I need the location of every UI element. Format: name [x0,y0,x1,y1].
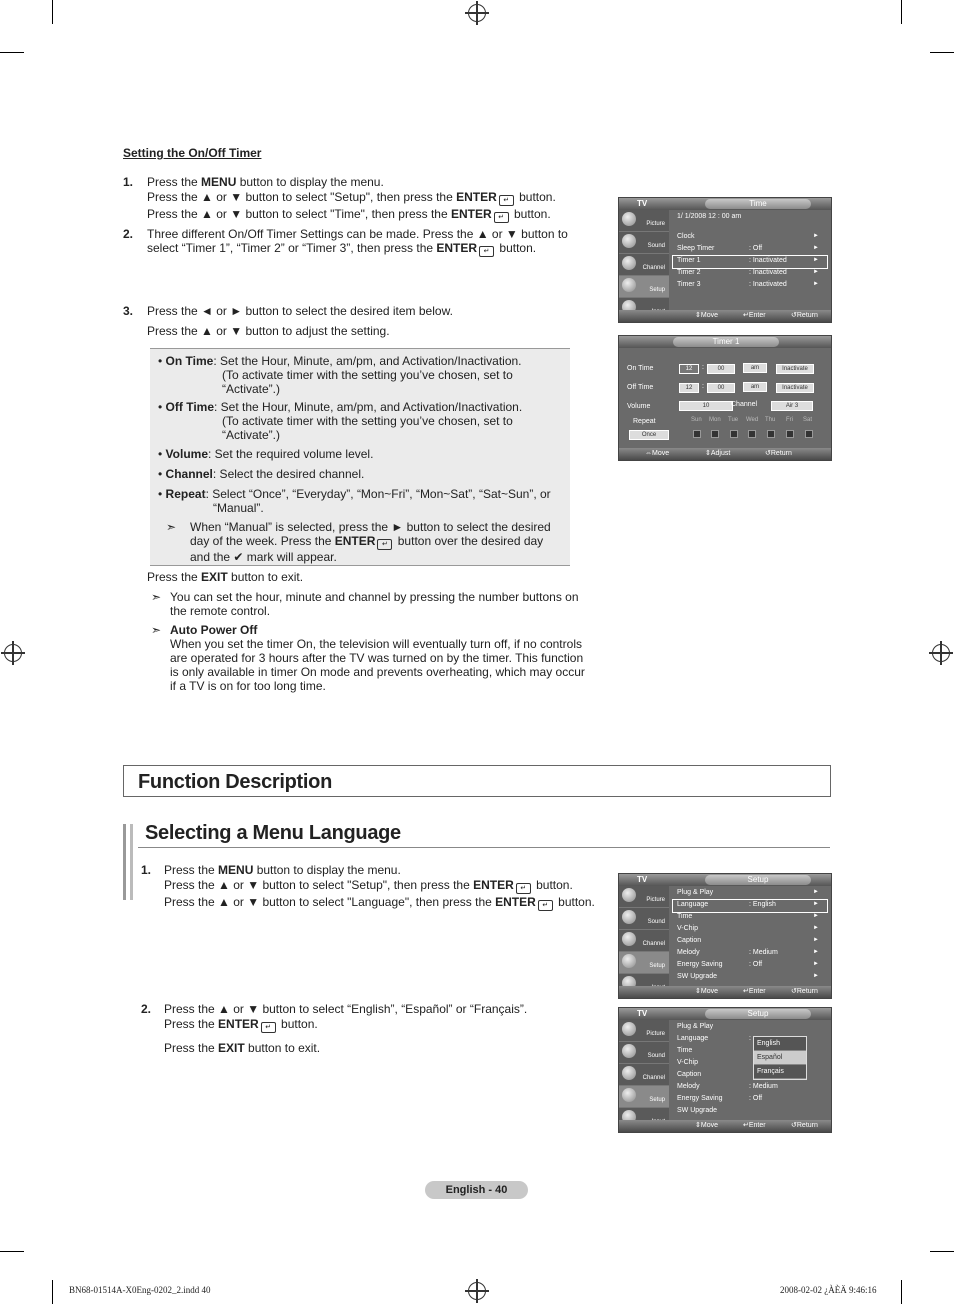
on-minute-field: 00 [707,364,735,374]
enter-icon: ↵ [499,195,514,206]
registration-mark-icon [468,4,486,22]
osd-row: Plug & Play [677,1023,714,1030]
osd-row: Energy Saving : Off [677,1095,763,1102]
crop-mark [0,52,24,53]
channel-field: Air 3 [771,401,813,411]
day-label: Sun [691,417,702,423]
date-slug: 2008-02-02 ¿ÀÈÄ 9:46:16 [780,1285,877,1295]
osd-row: Plug & Play ► [677,889,819,896]
osd-clock-readout: 1/ 1/2008 12 : 00 am [677,213,742,220]
osd-row: V-Chip ► [677,925,819,932]
section-rule [138,847,830,848]
picture-icon [622,212,636,226]
channel-icon [622,1066,636,1080]
language-option-selected: Español [754,1051,806,1065]
osd-row: Time [677,1047,693,1054]
osd-footer: ⇕ Move ↵ Enter ↺ Return [619,986,831,998]
on-hour-field: 12 [679,364,699,374]
setup-icon [622,1088,636,1102]
osd-row: Sleep Timer : Off ► [677,245,819,252]
osd-title: Setup [705,1009,811,1019]
setup-icon [622,954,636,968]
off-activate-field: Inactivate [776,383,814,393]
file-slug: BN68-01514A-X0Eng-0202_2.indd 40 [69,1285,211,1295]
osd-label: Volume [627,403,651,410]
section-heading: Setting the On/Off Timer [123,146,262,160]
enter-icon: ↵ [494,212,509,223]
language-dropdown [753,1036,807,1080]
enter-icon: ↵ [377,539,392,550]
osd-timer1-menu: Timer 1 On Time Off Time Volume Repeat 12 : 00 am Inactivate 12 : 00 am Inactivate 10 Channel Air 3 Once Sun Mon Tue Wed Thu Fri Sat ⇔ Move ⇕ Adjust ↺ Return [618,335,832,461]
osd-row: Energy Saving : Off ► [677,961,819,968]
note-arrow-icon: ➣ [151,623,162,637]
osd-tv-label: TV [637,1009,648,1018]
step-1-text: Press the MENU button to display the menu. Press the ▲ or ▼ button to select "Setup", then press the ENTER ↵ button. Press the ▲ or ▼ button to select "Time", then press the ENTER ↵ button. [147,175,556,221]
step-number: 1. [141,863,152,877]
osd-row: Language : [677,1035,751,1042]
osd-row: Clock ► [677,233,819,240]
day-checkbox [711,430,719,438]
crop-mark [901,1280,902,1304]
osd-label: On Time [627,365,654,372]
language-option: English [754,1037,806,1051]
day-checkbox [786,430,794,438]
osd-row-selected: Timer 1 : Inactivated ► [673,256,827,268]
crop-mark [0,1251,24,1252]
picture-icon [622,1022,636,1036]
osd-row: Melody : Medium ► [677,949,819,956]
note-manual: When “Manual” is selected, press the ► button to select the desired day of the week. Press the ENTER ↵ button over the desired day and the ✔ mark will appear. [190,520,551,564]
day-label: Wed [746,417,759,423]
osd-row: Melody : Medium [677,1083,778,1090]
enter-icon: ↵ [479,246,494,257]
function-description-title: Function Description [138,771,333,793]
registration-mark-icon [932,644,950,662]
channel-icon [622,256,636,270]
day-label: Sat [803,417,813,423]
channel-icon [622,932,636,946]
osd-sidebar: Picture Sound Channel Setup [619,886,669,986]
step-2-text: Three different On/Off Timer Settings can be made. Press the ▲ or ▼ button to select “Timer 1”, “Timer 2” or “Timer 3”, then press the ENTER ↵ button. [147,227,568,255]
osd-row: Timer 3 : Inactivated ► [677,281,819,288]
on-activate-field: Inactivate [776,364,814,374]
sound-icon [622,910,636,924]
bullet-on-time: • On Time: Set the Hour, Minute, am/pm, and Activation/Inactivation. (To activate timer with the setting you’ve chosen, set to “Activate”.) [158,354,522,396]
osd-label: Off Time [627,384,654,391]
day-label: Mon [709,417,721,423]
setup-icon [622,278,636,292]
crop-mark [930,1251,954,1252]
section-bar [123,824,126,900]
exit-text: Press the EXIT button to exit. [147,570,304,584]
step-number: 2. [141,1002,152,1016]
function-description-bar [123,765,831,797]
osd-row: Caption [677,1071,702,1078]
picture-icon [622,888,636,902]
day-checkbox [767,430,775,438]
enter-icon: ↵ [516,883,531,894]
day-label: Thu [765,417,776,423]
osd-footer: ⇕ Move ↵ Enter ↺ Return [619,1120,831,1132]
step-3-text: Press the ◄ or ► button to select the desired item below. [147,304,453,318]
bullet-off-time: • Off Time: Set the Hour, Minute, am/pm, and Activation/Inactivation. (To activate timer with the setting you’ve chosen, set to “Activate”.) [158,400,523,442]
language-section-title: Selecting a Menu Language [145,822,401,844]
note-arrow-icon: ➣ [151,590,162,604]
on-ampm-field: am [743,363,767,373]
osd-label: Channel [731,401,758,408]
enter-icon: ↵ [538,900,553,911]
osd-row-selected: Language : English ► [673,900,827,912]
day-checkbox [693,430,701,438]
osd-title: Setup [705,875,811,885]
crop-mark [901,0,902,24]
note-number-buttons: You can set the hour, minute and channel by pressing the number buttons on the remote control. [170,590,579,618]
off-minute-field: 00 [707,383,735,393]
registration-mark-icon [4,644,22,662]
step-number: 1. [123,175,134,189]
osd-sidebar: Picture Sound Channel Setup [619,1020,669,1120]
osd-label: Repeat [633,418,656,425]
section-bar [130,824,133,900]
osd-row: Caption ► [677,937,819,944]
bullet-repeat: • Repeat: Select “Once”, “Everyday”, “Mon~Fri”, “Mon~Sat”, “Sat~Sun”, or “Manual”. [158,487,551,515]
osd-row: V-Chip [677,1059,699,1066]
volume-field: 10 [679,401,733,411]
crop-mark [52,0,53,24]
registration-mark-icon [468,1282,486,1300]
language-option: Français [754,1065,806,1079]
bullet-volume: • Volume: Set the required volume level. [158,447,374,461]
step-number: 3. [123,304,134,318]
repeat-field: Once [629,430,669,440]
osd-time-menu [618,197,832,323]
osd-tv-label: TV [637,875,648,884]
sound-icon [622,234,636,248]
off-hour-field: 12 [679,383,699,393]
off-ampm-field: am [743,382,767,392]
lang-step-2-text: Press the ▲ or ▼ button to select “English”, “Español” or “Français”. Press the ENTER ↵ button. Press the EXIT button to exit. [164,1002,528,1055]
sound-icon [622,1044,636,1058]
osd-setup-menu [618,873,832,999]
osd-setup-language-menu [618,1007,832,1133]
osd-row: Time ► [677,913,819,920]
osd-sidebar: Picture Sound Channel Setup [619,210,669,310]
note-auto-power-off: Auto Power Off When you set the timer On, the television will eventually turn off, if no controls are operated for 3 hours after the TV was turned on by the timer. This function is only available in timer On mode and prevents overheating, which may occur if a TV is on for too long time. [170,623,585,693]
osd-row: Timer 2 : Inactivated ► [677,269,819,276]
lang-step-1-text: Press the MENU button to display the menu. Press the ▲ or ▼ button to select "Setup", then press the ENTER ↵ button. Press the ▲ or ▼ button to select "Language", then press the ENTER ↵ button. [164,863,595,909]
osd-footer: ⇕ Move ↵ Enter ↺ Return [619,310,831,322]
note-arrow-icon: ➣ [166,520,177,534]
day-checkbox [748,430,756,438]
day-label: Fri [786,417,793,423]
osd-title: Time [705,199,811,209]
step-3-text: Press the ▲ or ▼ button to adjust the setting. [147,324,390,338]
osd-row: SW Upgrade ► [677,973,819,980]
osd-tv-label: TV [637,199,648,208]
crop-mark [52,1280,53,1304]
step-number: 2. [123,227,134,241]
day-checkbox [805,430,813,438]
bullet-channel: • Channel: Select the desired channel. [158,467,365,481]
day-checkbox [730,430,738,438]
crop-mark [930,52,954,53]
page-number-badge: English - 40 [425,1181,528,1199]
osd-footer: ⇔ Move ⇕ Adjust ↺ Return [619,448,831,460]
osd-title: Timer 1 [673,337,779,347]
osd-row: SW Upgrade [677,1107,718,1114]
enter-icon: ↵ [261,1022,276,1033]
day-label: Tue [728,417,739,423]
